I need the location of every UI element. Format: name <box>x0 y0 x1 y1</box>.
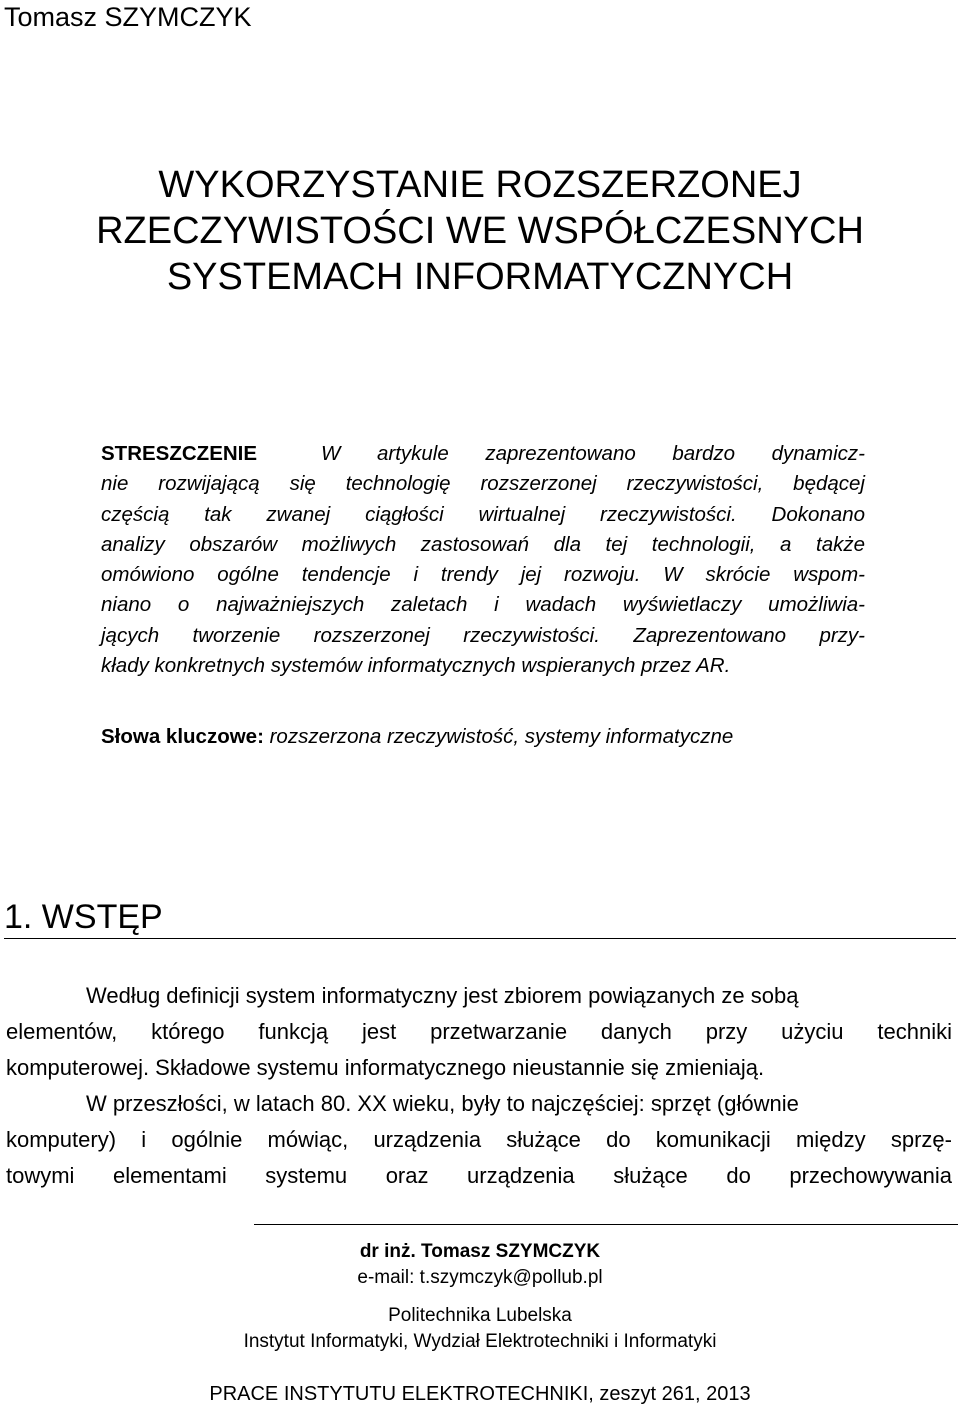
abstract-label: STRESZCZENIE <box>101 442 258 465</box>
abstract <box>101 439 865 681</box>
body-line: W przeszłości, w latach 80. XX wieku, były to najczęściej: sprzęt (głównie <box>86 1091 799 1116</box>
paper-title <box>0 162 960 300</box>
abstract-line: omówiono ogólne tendencje i trendy jej rozwoju. W skrócie wspom- <box>101 563 865 587</box>
title-line: RZECZYWISTOŚCI WE WSPÓŁCZESNYCH <box>96 210 864 252</box>
footnote-divider <box>254 1224 958 1225</box>
abstract-line: częścią tak zwanej ciągłości wirtualnej rzeczywistości. Dokonano <box>101 502 865 526</box>
abstract-text: W artykule zaprezentowano bardzo dynamicz- <box>321 442 865 465</box>
running-header-author: Tomasz SZYMCZYK <box>4 2 252 32</box>
section-body <box>6 978 952 1194</box>
keywords <box>101 722 733 752</box>
body-line: towymi elementami systemu oraz urządzenia służące do przechowywania <box>6 1163 952 1188</box>
footer-department: Instytut Informatyki, Wydział Elektrotechniki i Informatyki <box>243 1331 717 1352</box>
footer-author: dr inż. Tomasz SZYMCZYK <box>359 1241 601 1262</box>
keywords-value: rozszerzona rzeczywistość, systemy informatyczne <box>269 725 734 748</box>
abstract-line <box>101 439 865 469</box>
section-heading: 1. WSTĘP <box>4 898 163 936</box>
body-line: komputerowej. Składowe systemu informatycznego nieustannie się zmieniają. <box>6 1055 765 1080</box>
abstract-line: niano o najważniejszych zaletach i wadach wyświetlaczy umożliwia- <box>101 593 865 617</box>
body-line: Według definicji system informatyczny jest zbiorem powiązanych ze sobą <box>86 983 799 1008</box>
footer-journal: PRACE INSTYTUTU ELEKTROTECHNIKI, zeszyt 261, 2013 <box>209 1383 751 1405</box>
title-line: SYSTEMACH INFORMATYCZNYCH <box>166 256 794 298</box>
title-line: WYKORZYSTANIE ROZSZERZONEJ <box>158 164 802 206</box>
keywords-label: Słowa kluczowe: <box>101 725 264 748</box>
body-line: elementów, którego funkcją jest przetwarzanie danych przy użyciu techniki <box>6 1019 952 1044</box>
body-line: komputery) i ogólnie mówiąc, urządzenia służące do komunikacji między sprzę- <box>6 1127 952 1152</box>
abstract-line: kłady konkretnych systemów informatycznych wspieranych przez AR. <box>101 654 731 678</box>
footer-email: e-mail: t.szymczyk@pollub.pl <box>357 1267 603 1288</box>
abstract-line: jących tworzenie rozszerzonej rzeczywistości. Zaprezentowano przy- <box>101 623 865 647</box>
section-divider <box>4 938 956 939</box>
abstract-line: nie rozwijającą się technologię rozszerzonej rzeczywistości, będącej <box>101 472 865 496</box>
footer-institution: Politechnika Lubelska <box>388 1305 572 1326</box>
abstract-line: analizy obszarów możliwych zastosowań dla tej technologii, a także <box>101 532 865 556</box>
